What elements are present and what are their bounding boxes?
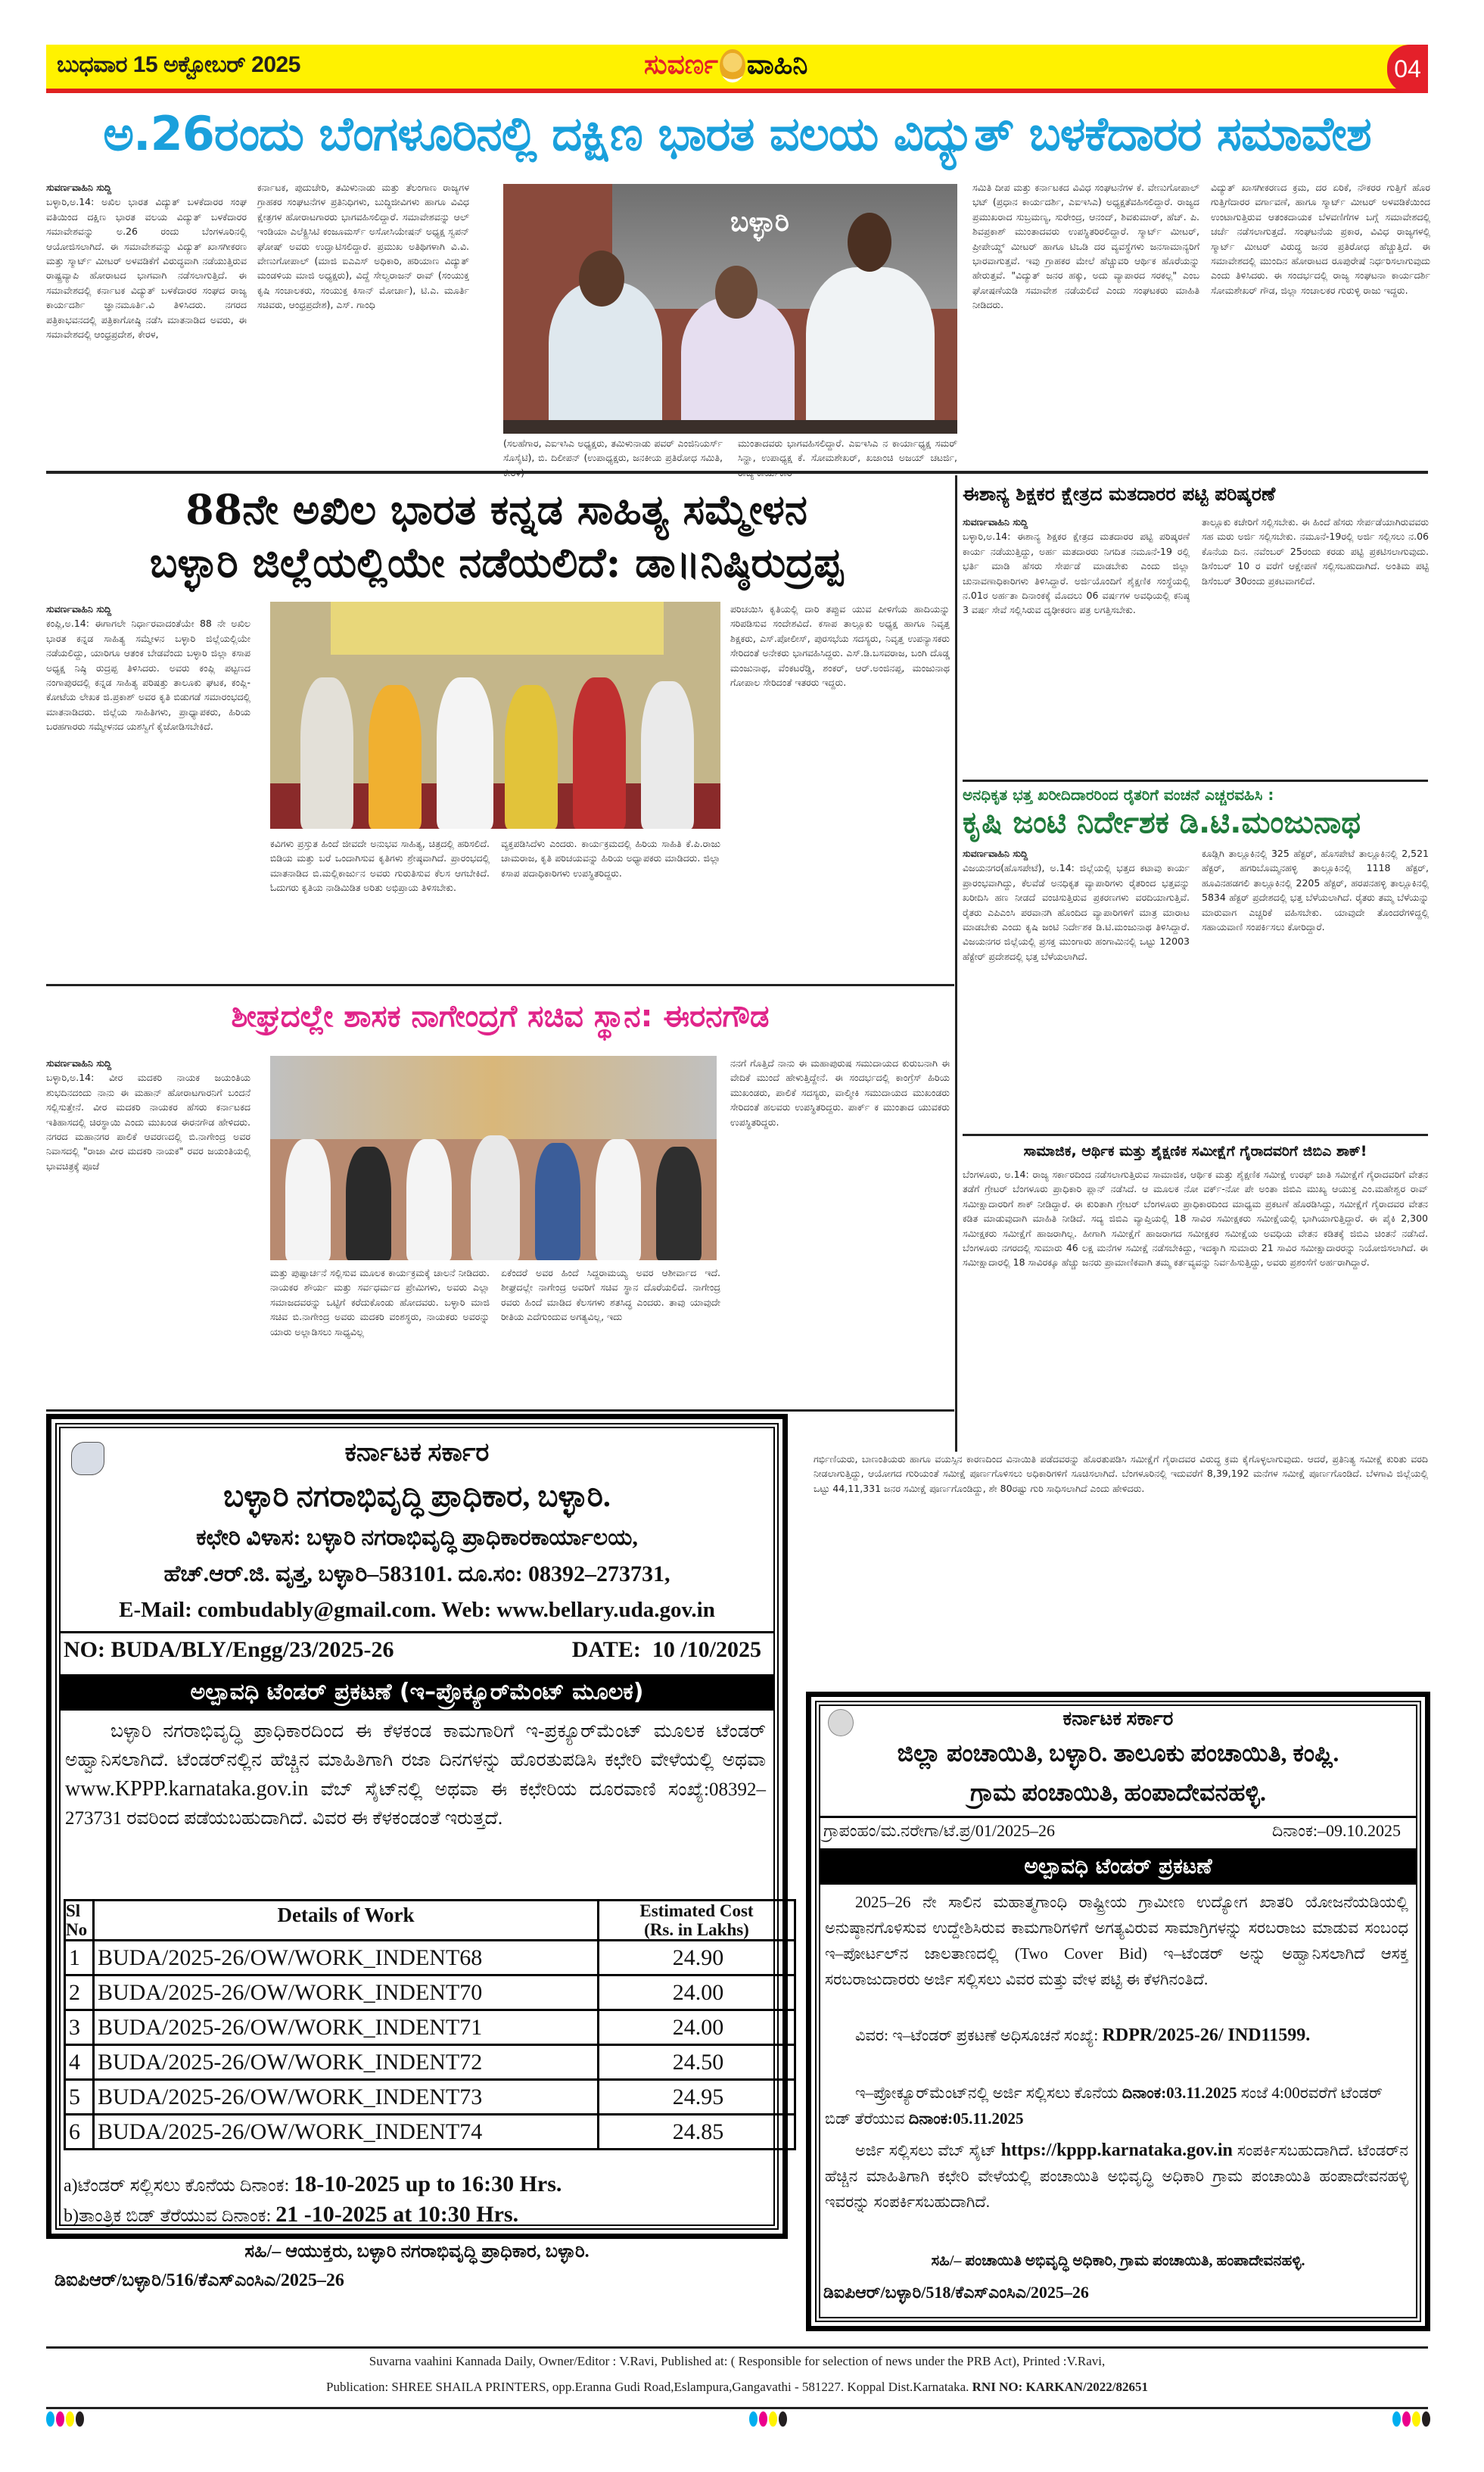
table-row [65,2080,795,2115]
byline: ಸುವರ್ಣವಾಹಿನಿ ಸುದ್ದಿ [46,603,112,615]
uda-signature: ಸಹಿ/– ಆಯುಕ್ತರು, ಬಳ್ಳಾರಿ ನಗರಾಭಿವೃದ್ಧಿ ಪ್ರಾಧಿಕಾರ, ಬಳ್ಳಾರಿ. [244,2242,590,2262]
footer-publication: Publication: SHREE SHAILA PRINTERS, opp.Eranna Gudi Road,Eslampura,Gangavathi - 581227. Koppal Dist.Karnataka. [326,2380,969,2394]
panchayat-para2 [825,2022,1408,2048]
table-row [65,1975,795,2010]
panchayat-gov-title: ಕರ್ನಾಟಕ ಸರ್ಕಾರ [1062,1708,1174,1729]
panchayat-para4 [825,2137,1408,2215]
divider [963,1134,1428,1136]
para3-mid: ಸಂಜೆ 4:00ರವರೆಗೆ ಟೆಂಡರ್ ಬಿಡ್ ತೆರೆಯುವ [825,2084,1383,2128]
teacher-text-1: ಬಳ್ಳಾರಿ,ಅ.14: ಈಶಾನ್ಯ ಶಿಕ್ಷಕರ ಕ್ಷೇತ್ರದ ಮತದಾರರ ಪಟ್ಟಿ ಪರಿಷ್ಕರಣೆ ಕಾರ್ಯ ನಡೆಯುತ್ತಿದ್ದು, ಅರ್ಹ ಮತದಾರರು ನಿಗದಿತ ನಮೂನೆ-19 ರಲ್ಲಿ ಭರ್ತಿ ಮಾಡಿ ಹೆಸರು ಸೇರ್ಪಡೆ ಮಾಡಬೇಕು ಎಂದು ಜಿಲ್ಲಾ ಚುನಾವಣಾಧಿಕಾರಿಗಳು ತಿಳಿಸಿದ್ದಾರೆ. ಅರ್ಜಿಯೊಂದಿಗೆ ಶೈಕ್ಷಣಿಕ ಸಂಸ್ಥೆಯಲ್ಲಿ ನ.01ರ ಅರ್ಹತಾ ದಿನಾಂಕಕ್ಕೆ ಮೊದಲು 06 ವರ್ಷಗಳ ಅವಧಿಯಲ್ಲಿ ಕನಿಷ್ಠ 3 ವರ್ಷ ಸೇವೆ ಸಲ್ಲಿಸಿರುವ ದೃಢೀಕರಣ ಪತ್ರ ಲಗತ್ತಿಸಬೇಕು. [963,531,1190,616]
teacher-headline: ಈಶಾನ್ಯ ಶಿಕ್ಷಕರ ಕ್ಷೇತ್ರದ ಮತದಾರರ ಪಟ್ಟಿ ಪರಿಷ್ಕರಣೆ [963,483,1276,505]
sahitya-photo [270,602,720,829]
table-header-row [65,1901,795,1941]
panchayat-ref-date: ದಿನಾಂಕ:–09.10.2025 [1272,1821,1401,1840]
uda-body [65,1717,766,1833]
uda-authority: ಬಳ್ಳಾರಿ ನಗರಾಭಿವೃದ್ಧಿ ಪ್ರಾಧಿಕಾರ, ಬಳ್ಳಾರಿ. [223,1479,611,1513]
uda-title: ಅಲ್ಪಾವಧಿ ಟೆಂಡರ್ ಪ್ರಕಟಣೆ [190,1679,392,1705]
divider [46,984,954,986]
teacher-col1 [963,515,1190,780]
last-date: ದಿನಾಂಕ:03.11.2025 [1122,2084,1237,2102]
minister-text-1: ಬಳ್ಳಾರಿ,ಅ.14: ವೀರ ಮದಕರಿ ನಾಯಕ ಜಯಂತಿಯ ಶುಭದಿನದಂದು ನಾನು ಈ ಮಹಾನ್ ಹೋರಾಟಗಾರನಿಗೆ ಬಂದನೆ ಸಲ್ಲಿಸುತ್ತೇನೆ. ವೀರ ಮದಕರಿ ನಾಯಕರ ಹೆಸರು ಕರ್ನಾಟಕದ ಇತಿಹಾಸದಲ್ಲಿ ಚಿರಸ್ಥಾಯಿ ಎಂದು ಮುಖಂಡ ಈರನಗೌಡ ಹೇಳಿದರು. ನಗರದ ಮಹಾನಗರ ಪಾಲಿಕೆ ಆವರಣದಲ್ಲಿ ಬಿ.ನಾಗೇಂದ್ರ ಅವರ ನಿವಾಸದಲ್ಲಿ "ರಾಜಾ ವೀರ ಮದಕರಿ ನಾಯಕ" ರವರ ಜಯಂತಿಯಲ್ಲಿ ಭಾವಚಿತ್ರಕ್ಕೆ ಪೂಜೆ [46,1072,250,1172]
footer-rule [46,2346,1428,2349]
minister-col1 [46,1056,250,1404]
cell-cost: 24.50 [599,2045,795,2080]
header-cost: Estimated Cost (Rs. in Lakhs) [599,1901,795,1941]
footer-rni: RNI NO: KARKAN/2022/82651 [972,2380,1148,2394]
column-divider [955,475,957,1452]
banner [270,1056,717,1139]
page-number: 04 [1387,45,1428,93]
cell-work: BUDA/2025-26/OW/WORK_INDENT70 [94,1975,599,2010]
brand-part2: ವಾಹಿನಿ [746,49,808,80]
lead-article-col4: ಸಮಿತಿ ದೀಪ ಮತ್ತು ಕರ್ನಾಟಕದ ವಿವಿಧ ಸಂಘಟನೆಗಳ ಕೆ. ವೇಣುಗೋಪಾಲ್ ಭಟ್ (ಪ್ರಧಾನ ಕಾರ್ಯದರ್ಶಿ, ಎಐಇಸಿಎ) ಅಧ್ಯಕ್ಷತೆವಹಿಸಲಿದ್ದಾರೆ. ರಾಜ್ಯದ ಪ್ರಮುಖರಾದ ಸುಬ್ರಮಣ್ಯ, ಸುರೇಂದ್ರ, ಆನಂದ್, ಶಿವಕುಮಾರ್, ಹೆಚ್. ಪಿ. ಶಿವಪ್ರಕಾಶ್ ಮುಂತಾದವರು ಉಪಸ್ಥಿತರಿರಲಿದ್ದಾರೆ. ಸ್ಮಾರ್ಟ್ ಮೀಟರ್, ಪ್ರೀಪೇಯ್ಡ್ ಮೀಟರ್ ಹಾಗೂ ಟಿಒಡಿ ದರ ವ್ಯವಸ್ಥೆಗಳು ಜನಸಾಮಾನ್ಯರಿಗೆ ಭಾರವಾಗುತ್ತವೆ. ಇವು ಗ್ರಾಹಕರ ಮೇಲೆ ಹೆಚ್ಚುವರಿ ಆರ್ಥಿಕ ಹೊರೆಯನ್ನು ಹೇರುತ್ತವೆ. "ವಿದ್ಯುತ್ ಜನರ ಹಕ್ಕು, ಅದು ವ್ಯಾಪಾರದ ಸರಕಲ್ಲ" ಎಂಬ ಘೋಷಣೆಯಡಿ ಸಮಾವೇಶ ನಡೆಯಲಿದೆ ಎಂದು ಸಂಘಟಕರು ಮಾಹಿತಿ ನೀಡಿದರು. [972,182,1199,311]
uda-tender-notice [46,1414,788,2239]
agri-col2: ಕೂಡ್ಲಿಗಿ ತಾಲ್ಲೂಕಿನಲ್ಲಿ 325 ಹೆಕ್ಟರ್, ಹೊಸಪೇಟೆ ತಾಲ್ಲೂಕಿನಲ್ಲಿ 2,521 ಹೆಕ್ಟರ್, ಹಗರಿಬೊಮ್ಮನಹಳ್ಳಿ ತಾಲ್ಲೂಕಿನಲ್ಲಿ 1118 ಹೆಕ್ಟರ್, ಹೂವಿನಹಡಗಲಿ ತಾಲ್ಲೂಕಿನಲ್ಲಿ 2205 ಹೆಕ್ಟರ್, ಹರಪನಹಳ್ಳಿ ತಾಲ್ಲೂಕಿನಲ್ಲಿ 5834 ಹೆಕ್ಟರ್ ಪ್ರದೇಶದಲ್ಲಿ ಭತ್ತ ಬೆಳೆಯಲಾಗಿದೆ. ರೈತರು ತಮ್ಮ ಬೆಳೆಯನ್ನು ಮಾರುವಾಗ ಎಚ್ಚರಿಕೆ ವಹಿಸಬೇಕು. ಯಾವುದೇ ತೊಂದರೆಗಳಿದ್ದಲ್ಲಿ ಸಹಾಯವಾಣಿ ಸಂಪರ್ಕಿಸಲು ಕೋರಿದ್ದಾರೆ. [1202,848,1429,933]
deadline-b-value: 21 -10-2025 at 10:30 Hrs. [275,2202,519,2227]
panchayat-line2: ಗ್ರಾಮ ಪಂಚಾಯಿತಿ, ಹಂಪಾದೇವನಹಳ್ಳಿ. [970,1779,1266,1806]
panchayat-title: ಅಲ್ಪಾವಧಿ ಟೆಂಡರ್ ಪ್ರಕಟಣೆ [1024,1854,1212,1879]
person-3 [806,267,935,434]
cell-sl: 1 [65,1941,94,1975]
registration-marks-left [46,2411,86,2430]
cell-work: BUDA/2025-26/OW/WORK_INDENT71 [94,2010,599,2045]
panchayat-title-band [820,1848,1416,1885]
header-details: Details of Work [94,1901,599,1941]
person-3-head [848,213,891,272]
agri-text-1: ವಿಜಯನಗರ(ಹೊಸಪೇಟೆ), ಅ.14: ಜಿಲ್ಲೆಯಲ್ಲಿ ಭತ್ತದ ಕಟಾವು ಕಾರ್ಯ ಪ್ರಾರಂಭವಾಗಿದ್ದು, ಕೆಲವೆಡೆ ಅನಧಿಕೃತ ವ್ಯಾಪಾರಿಗಳು ರೈತರಿಂದ ಭತ್ತವನ್ನು ಖರೀದಿಸಿ ಹಣ ನೀಡದೆ ವಂಚಿಸುತ್ತಿರುವ ಪ್ರಕರಣಗಳು ವರದಿಯಾಗುತ್ತಿವೆ. ರೈತರು ಎಪಿಎಂಸಿ ಪರವಾನಗಿ ಹೊಂದಿದ ವ್ಯಾಪಾರಿಗಳಿಗೆ ಮಾತ್ರ ಮಾರಾಟ ಮಾಡಬೇಕು ಎಂದು ಕೃಷಿ ಜಂಟಿ ನಿರ್ದೇಶಕ ಡಿ.ಟಿ.ಮಂಜುನಾಥ ತಿಳಿಸಿದ್ದಾರೆ. ವಿಜಯನಗರ ಜಿಲ್ಲೆಯಲ್ಲಿ ಪ್ರಸಕ್ತ ಮುಂಗಾರು ಹಂಗಾಮಿನಲ್ಲಿ ಒಟ್ಟು 12003 ಹೆಕ್ಟೇರ್ ಪ್ರದೇಶದಲ್ಲಿ ಭತ್ತ ಬೆಳೆಯಲಾಗಿದೆ. [963,862,1190,962]
lead-headline: ಅ.26ರಂದು ಬೆಂಗಳೂರಿನಲ್ಲಿ ದಕ್ಷಿಣ ಭಾರತ ವಲಯ ವಿದ್ಯುತ್ ಬಳಕೆದಾರರ ಸಮಾವೇಶ [103,106,1371,161]
photo-sign-text: ಬಳ್ಳಾರಿ [730,207,789,238]
byline: ಸುವರ್ಣವಾಹಿನಿ ಸುದ್ದಿ [46,1057,112,1069]
para4-label: ಅರ್ಜಿ ಸಲ್ಲಿಸಲು ವೆಬ್ ಸೈಟ್ [855,2141,997,2159]
cell-sl: 5 [65,2080,94,2115]
photo-caption-left: (ಸಲಹೆಗಾರ, ಎಐಇಸಿಎ ಅಧ್ಯಕ್ಷರು, ತಮಿಳುನಾಡು ಪವರ್ ಎಂಜಿನಿಯರ್ಸ್ ಸೊಸೈಟಿ), ಬಿ. ದಿಲೀಪನ್ (ಉಪಾಧ್ಯಕ್ಷರು, ಜನಕೀಯ ಪ್ರತಿರೋಧ ಸಮಿತಿ, [503,437,723,464]
newspaper-logo [644,49,807,83]
sahitya-col4: ಪರಿಚಯಿಸಿ ಕೃತಿಯಲ್ಲಿ ದಾರಿ ತಪ್ಪುವ ಯುವ ಪೀಳಿಗೆಯ ಹಾದಿಯನ್ನು ಸರಿಪಡಿಸುವ ಸಂದೇಶವಿದೆ. ಕಸಾಪ ತಾಲ್ಲೂಕು ಅಧ್ಯಕ್ಷ ಹಾಗೂ ನಿವೃತ್ತ ಶಿಕ್ಷಕರು, ಎಸ್.ಪೋಲೀಸ್, ಪುರಸಭೆಯ ಸದಸ್ಯರು, ನಿವೃತ್ತ ಉಪನ್ಯಾಸಕರು ಸೇರಿದಂತೆ ಅನೇಕರು ಭಾಗವಹಿಸಿದ್ದರು. ಎಸ್.ಡಿ.ಬಸವರಾಜ, ಬಂಗಿ ದೊಡ್ಡ ಮಂಜುನಾಥ, ವೆಂಕಟರೆಡ್ಡಿ, ಶಂಕರ್, ಆರ್.ಅಂಜಿನಪ್ಪ, ಮಂಜುನಾಥ ಗೋಪಾಲ ಸೇರಿದಂತೆ ಇತರರು ಇದ್ದರು. [730,603,950,689]
registration-marks-center [749,2411,789,2430]
person-1-head [579,251,624,307]
sahitya-headline-line2: ಬಳ್ಳಾರಿ ಜಿಲ್ಲೆಯಲ್ಲಿಯೇ ನಡೆಯಲಿದೆ: ಡಾ॥ನಿಷ್ಠಿರುದ್ರಪ್ಪ [149,538,844,587]
deadline-a-label: a)ಟೆಂಡರ್ ಸಲ್ಲಿಸಲು ಕೊನೆಯ ದಿನಾಂಕ: [64,2176,290,2196]
minister-col4: ನನಗೆ ಗೊತ್ತಿದೆ ನಾನು ಈ ಮಹಾಪುರುಷ ಸಮುದಾಯದ ಕುರುಬನಾಗಿ ಈ ವೇದಿಕೆ ಮುಂದೆ ಹೇಳುತ್ತಿದ್ದೇನೆ. ಈ ಸಂದರ್ಭದಲ್ಲಿ ಕಾಂಗ್ರೆಸ್ ಹಿರಿಯ ಮುಖಂಡರು, ಪಾಲಿಕೆ ಸದಸ್ಯರು, ವಾಲ್ಮೀಕಿ ಸಮುದಾಯದ ಮುಖಂಡರು ಸೇರಿದಂತೆ ಹಲವರು ಉಪಸ್ಥಿತರಿದ್ದರು. ಪಾರ್ಕ್ ಕ ಮುಂತಾದ ಯುವಕರು ಉಪಸ್ಥಿತರಿದ್ದರು. [730,1057,950,1128]
deadline-b-label: b)ತಾಂತ್ರಿಕ ಬಿಡ್ ತೆರೆಯುವ ದಿನಾಂಕ: [64,2206,272,2226]
sahitya-headline-line1: 88ನೇ ಅಖಿಲ ಭಾರತ ಕನ್ನಡ ಸಾಹಿತ್ಯ ಸಮ್ಮೇಳನ [185,485,807,534]
agri-headline: ಕೃಷಿ ಜಂಟಿ ನಿರ್ದೇಶಕ ಡಿ.ಟಿ.ಮಂಜುನಾಥ [963,805,1361,840]
uda-deadline-a [64,2172,562,2197]
lead-photo [503,184,957,434]
header-sl: Sl No [65,1901,94,1941]
minister-headline: ಶೀಘ್ರದಲ್ಲೇ ಶಾಸಕ ನಾಗೇಂದ್ರಗೆ ಸಚಿವ ಸ್ಥಾನ: ಈರನಗೌಡ [231,999,770,1034]
uda-gov-title: ಕರ್ನಾಟಕ ಸರ್ಕಾರ [344,1439,490,1467]
notification-number: RDPR/2025-26/ IND11599. [1102,2025,1311,2045]
lead-article-col5: ವಿದ್ಯುತ್ ಖಾಸಗೀಕರಣದ ಕ್ರಮ, ದರ ಏರಿಕೆ, ನೌಕರರ ಗುತ್ತಿಗೆ ಹೊರ ಗುತ್ತಿಗೆದಾರರ ವರ್ಗಾವಣೆ, ಹಾಗೂ ಸ್ಮಾರ್ಟ್ ಮೀಟರ್ ಅಳವಡಿಕೆಯಿಂದ ಉಂಟಾಗುತ್ತಿರುವ ಆತಂಕದಾಯಕ ಬೆಳವಣಿಗೆಗಳ ಬಗ್ಗೆ ಸಮಾವೇಶದಲ್ಲಿ ಚರ್ಚೆ ನಡೆಸಲಾಗುತ್ತದೆ. ಸಂಘಟನೆಯ ಪ್ರಕಾರ, ವಿವಿಧ ರಾಜ್ಯಗಳಲ್ಲಿ ಸ್ಮಾರ್ಟ್ ಮೀಟರ್ ವಿರುದ್ಧ ಜನರ ಪ್ರತಿರೋಧ ಹೆಚ್ಚುತ್ತಿದೆ. ಈ ಸಮಾವೇಶದಲ್ಲಿ ಮುಂದಿನ ಹೋರಾಟದ ರೂಪುರೇಷೆ ನಿರ್ಧರಿಸಲಾಗುವುದು ಎಂದು ತಿಳಿಸಿದರು. ಈ ಸಂದರ್ಭದಲ್ಲಿ ರಾಜ್ಯ ಸಂಘಟನಾ ಕಾರ್ಯದರ್ಶಿ ಸೋಮಶೇಖರ್ ಗೌಡ, ಜಿಲ್ಲಾ ಸಂಚಾಲಕರ ಗುರುಳ್ಳಿ ರಾಜು ಇದ್ದರು. [1211,182,1430,296]
banner [331,602,664,655]
byline: ಸುವರ್ಣವಾಹಿನಿ ಸುದ್ದಿ [963,516,1028,528]
uda-title-band [61,1674,773,1711]
uda-address-1: ಕಛೇರಿ ವಿಳಾಸ: ಬಳ್ಳಾರಿ ನಗರಾಭಿವೃದ್ಧಿ ಪ್ರಾಧಿಕಾರಕಾರ್ಯಾಲಯ, [196,1525,638,1550]
issue-date: ಬುಧವಾರ 15 ಅಕ್ಟೋಬರ್ 2025 [57,52,300,77]
cell-sl: 3 [65,2010,94,2045]
cell-work: BUDA/2025-26/OW/WORK_INDENT74 [94,2115,599,2150]
byline: ಸುವರ್ಣವಾಹಿನಿ ಸುದ್ದಿ [46,182,112,193]
panchayat-tender-notice [806,1692,1430,2331]
brand-part1: ಸುವರ್ಣ [644,49,718,80]
sahitya-col2: ಕವಿಗಳು ಪ್ರಸ್ತುತ ಹಿಂದೆ ಜೀವದೇ ಅನುಭವ ಸಾಹಿತ್ಯ, ಚಿತ್ರದಲ್ಲಿ ಹರಿಸಲಿದೆ. ಬಿಡಿಯ ಮತ್ತು ಬರೆ ಒಂದಾಗಿಸುವ ಕೃತಿಗಳು ಶ್ರೇಷ್ಠವಾಗಿದೆ. ಪ್ರಾರಂಭದಲ್ಲಿ ಮಾತನಾಡಿದ ಬಿ.ಮಲ್ಲಿಕಾರ್ಜುನ ಅವರು ಗುರುತಿಸುವ ಕೆಲಸ ಆಗಬೇಕಿದೆ. ಓದುಗರು ಕೃತಿಯ ನಾಡಿಮಿಡಿತ ಅರಿತು ಅಭಿಪ್ರಾಯ ತಿಳಿಸಬೇಕು. [270,838,490,894]
uda-deadline-b [64,2202,518,2228]
sahitya-text-1: ಕಂಪ್ಲಿ,ಅ.14: ಈಗಾಗಲೇ ನಿರ್ಧಾರವಾದಂತೆಯೇ 88 ನೇ ಅಖಿಲ ಭಾರತ ಕನ್ನಡ ಸಾಹಿತ್ಯ ಸಮ್ಮೇಳನ ಬಳ್ಳಾರಿ ಜಿಲ್ಲೆಯಲ್ಲಿಯೇ ನಡೆಯಲಿದ್ದು, ಯಾರಿಗೂ ಆತಂಕ ಬೇಡವೆಂದು ಬಳ್ಳಾರಿ ಜಿಲ್ಲಾ ಕಸಾಪ ಅಧ್ಯಕ್ಷ ನಿಷ್ಠಿ ರುದ್ರಪ್ಪ ತಿಳಿಸಿದರು. ಅವರು ಕಂಪ್ಲಿ ಪಟ್ಟಣದ ನಂಗಾಪುರದಲ್ಲಿ ಕನ್ನಡ ಸಾಹಿತ್ಯ ಪರಿಷತ್ತು ತಾಲೂಕು ಘಟಕ, ಕಂಪ್ಲಿ-ಕೋಟೆಯ ಲೇಖಕ ಜಿ.ಪ್ರಕಾಶ್ ಅವರ ಕೃತಿ ಬಿಡುಗಡೆ ಸಮಾರಂಭದಲ್ಲಿ ಮಾತನಾಡಿದರು. ಜಿಲ್ಲೆಯ ಸಾಹಿತಿಗಳು, ಪ್ರಾಧ್ಯಾಪಕರು, ಹಿರಿಯ ಬರಹಗಾರರು ಸಮ್ಮೇಳನದ ಯಶಸ್ವಿಗೆ ಕೈಜೋಡಿಸಬೇಕಿದೆ. [46,618,250,733]
table-row [65,1941,795,1975]
minister-col2: ಮತ್ತು ಪುಷ್ಪಾರ್ಚನೆ ಸಲ್ಲಿಸುವ ಮೂಲಕ ಕಾರ್ಯಕ್ರಮಕ್ಕೆ ಚಾಲನೆ ನೀಡಿದರು. ನಾಯಕರ ಶೌರ್ಯ ಮತ್ತು ಸರ್ವಧರ್ಮದ ಪ್ರೇಮಿಗಳು, ಅವರು ಎಲ್ಲಾ ಸಮಾಜದವರನ್ನು ಒಟ್ಟಿಗೆ ಕರೆದುಕೊಂಡು ಹೋದವರು. ಬಳ್ಳಾರಿ ಮಾಜಿ ಸಚಿವ ಬಿ.ನಾಗೇಂದ್ರ ಅವರು ಮದಕರಿ ವಂಶಸ್ಥರು, ನಾಯಕರು ಅವರನ್ನು ಯಾರು ಅಲ್ಲಾಡಿಸಲು ಸಾಧ್ಯವಿಲ್ಲ [270,1267,490,1337]
para4-rest: ಸಂಪರ್ಕಿಸಬಹುದಾಗಿದೆ. ಟೆಂಡರ್‌ನ ಹೆಚ್ಚಿನ ಮಾಹಿತಿಗಾಗಿ ಕಛೇರಿ ವೇಳೆಯಲ್ಲಿ ಪಂಚಾಯಿತಿ ಅಭಿವೃದ್ಧಿ ಅಧಿಕಾರಿ ಗ್ರಾಮ ಪಂಚಾಯಿತಿ ಹಂಪಾದೇವನಹಳ್ಳಿ ಇವರನ್ನು ಸಂಪರ್ಕಿಸಬಹುದಾಗಿದೆ. [825,2141,1408,2211]
cell-work: BUDA/2025-26/OW/WORK_INDENT68 [94,1941,599,1975]
uda-body-text: ಬಳ್ಳಾರಿ ನಗರಾಭಿವೃದ್ಧಿ ಪ್ರಾಧಿಕಾರದಿಂದ ಈ ಕೆಳಕಂಡ ಕಾಮಗಾರಿಗೆ ಇ-ಪ್ರಕ್ಯೂರ್‌ಮೆಂಟ್ ಮೂಲಕ ಟೆಂಡರ್ ಅಹ್ವಾನಿಸಲಾಗಿದೆ. ಟೆಂಡರ್‌ನಲ್ಲಿನ ಹೆಚ್ಚಿನ ಮಾಹಿತಿಗಾಗಿ ರಜಾ ದಿನಗಳನ್ನು ಹೊರತುಪಡಿಸಿ ಕಛೇರಿ ವೇಳೆಯಲ್ಲಿ ಅಥವಾ [65,1721,766,1770]
cell-cost: 24.85 [599,2115,795,2150]
sahitya-headline [46,483,947,589]
emblem-icon [720,49,745,83]
uda-contact: E-Mail: combudably@gmail.com. Web: www.bellary.uda.gov.in [119,1598,715,1622]
sahitya-col3: ವ್ಯಕ್ತಪಡಿಸಿದೆಳು ಎಂದರು. ಕಾರ್ಯಕ್ರಮದಲ್ಲಿ ಹಿರಿಯ ಸಾಹಿತಿ ಕೆ.ಪಿ.ರಾಜು ಚಾಮರಾಜ, ಕೃತಿ ಪರಿಚಯವನ್ನು ಹಿರಿಯ ಅಧ್ಯಾಪಕರು ಮಾಡಿದರು. ಜಿಲ್ಲಾ ಕಸಾಪ ಪದಾಧಿಕಾರಿಗಳು ಉಪಸ್ಥಿತರಿದ್ದರು. [501,838,720,879]
tender-table [64,1899,796,2150]
bid-open-date: ದಿನಾಂಕ:05.11.2025 [908,2109,1024,2128]
photo-caption-right: ಮುಂತಾದವರು ಭಾಗವಹಿಸಲಿದ್ದಾರೆ. ಎಐಇಸಿಎ ನ ಕಾರ್ಯಾಧ್ಯಕ್ಷ ಸಮರ್ ಸಿನ್ಹಾ, ಉಪಾಧ್ಯಕ್ಷ ಕೆ. ಸೋಮಶೇಖರ್, ಖಜಾಂಚಿ ಅಜಯ್ ಚಟರ್ಜಿ, [738,437,957,464]
table-row [65,2045,795,2080]
panchayat-dipr-ref: ಡಿಐಪಿಆರ್/ಬಳ್ಳಾರಿ/518/ಕೆಎಸ್‌ಎಂಸಿಎ/2025–26 [823,2283,1089,2302]
agri-kicker: ಅನಧಿಕೃತ ಭತ್ತ ಖರೀದಿದಾರರಿಂದ ರೈತರಿಗೆ ವಂಚನೆ ಎಚ್ಚರವಹಿಸಿ : [963,786,1274,804]
byline: ಸುವರ್ಣವಾಹಿನಿ ಸುದ್ದಿ [963,848,1028,859]
panchayat-signature: ಸಹಿ/– ಪಂಚಾಯಿತಿ ಅಭಿವೃದ್ಧಿ ಅಧಿಕಾರಿ, ಗ್ರಾಮ ಪಂಚಾಯಿತಿ, ಹಂಪಾದೇವನಹಳ್ಳಿ. [931,2253,1305,2269]
panchayat-ref-no: ಗ್ರಾಪಂಹಂ/ಮ.ನರೇಗಾ/ಟೆ.ಪ್ರ/01/2025–26 [823,1821,1055,1840]
cell-sl: 4 [65,2045,94,2080]
para3-label: ಇ–ಪ್ರೋಕ್ಯೂರ್‌ಮೆಂಟ್‌ನಲ್ಲಿ ಅರ್ಜಿ ಸಲ್ಲಿಸಲು ಕೊನೆಯ [855,2084,1118,2102]
registration-marks-right [1392,2411,1432,2430]
cell-sl: 2 [65,1975,94,2010]
cell-cost: 24.00 [599,1975,795,2010]
footer-rule [46,2407,1428,2409]
minister-col3: ಏಕೆಂದರೆ ಅವರ ಹಿಂದೆ ಸಿದ್ದರಾಮಯ್ಯ ಅವರ ಆಶೀರ್ವಾದ ಇದೆ. ಶೀಘ್ರದಲ್ಲೇ ನಾಗೇಂದ್ರ ಅವರಿಗೆ ಸಚಿವ ಸ್ಥಾನ ದೊರೆಯಲಿದೆ. ನಾಗೇಂದ್ರ ರವರು ಹಿಂದೆ ಮಾಡಿದ ಕೆಲಸಗಳು ಶತಸಿದ್ಧ ಎಂದರು. ತಾವು ಯಾವುದೇ ರೀತಿಯ ಎದೆಗುಂದುವ ಅಗತ್ಯವಿಲ್ಲ, ಇದು [501,1267,720,1323]
cell-cost: 24.95 [599,2080,795,2115]
footer-line2 [46,2380,1428,2395]
uda-ref-date: DATE: 10 /10/2025 [571,1637,761,1662]
kppp-link[interactable]: https://kppp.karnataka.gov.in [1000,2140,1233,2160]
masthead [46,45,1428,93]
uda-body-rest: ವೆಬ್ ಸೈಟ್‌ನಲ್ಲಿ ಅಥವಾ ಈ ಕಛೇರಿಯ ದೂರವಾಣಿ ಸಂಖ್ಯೆ:08392–273731 ರವರಿಂದ ಪಡೆಯಬಹುದಾಗಿದೆ. ವಿವರ ಈ ಕೆಳಕಂಡಂತೆ ಇರುತ್ತದೆ. [65,1779,767,1829]
jba-body: ಬೆಂಗಳೂರು, ಅ.14: ರಾಜ್ಯ ಸರ್ಕಾರದಿಂದ ನಡೆಸಲಾಗುತ್ತಿರುವ ಸಾಮಾಜಿಕ, ಆರ್ಥಿಕ ಮತ್ತು ಶೈಕ್ಷಣಿಕ ಸಮೀಕ್ಷೆ ಉರಫ್ ಜಾತಿ ಸಮೀಕ್ಷೆಗೆ ಗೈರಾದವರಿಗೆ ವೇತನ ತಡೆಗೆ ಗ್ರೇಟರ್ ಬೆಂಗಳೂರು ಪ್ರಾಧಿಕಾರಿ ಪ್ಲಾನ್ ನಡೆಸಿದೆ. ಆ ಮೂಲಕ ನೋ ವರ್ಕ್-ನೋ ಪೇ ಅಂತಾ ಜಿಬಿಎ ಮುಖ್ಯ ಆಯುಕ್ತ ಎಂ.ಮಹೇಶ್ವರ ರಾವ್ ಸಮೀಕ್ಷಾದಾರರಿಗೆ ಶಾಕ್ ನೀಡಿದ್ದಾರೆ. ಈ ಕುರಿತಾಗಿ ಗ್ರೇಟರ್ ಬೆಂಗಳೂರು ಪ್ರಾಧಿಕಾರದಿಂದ ಮಾಧ್ಯಮ ಪ್ರಕಟಣೆ ಹೊರಡಿಸಿದ್ದು, ಸಮೀಕ್ಷೆಗೆ ಗೈರಾದವರ ವೇತನ ಕಡಿತ ಮಾಡುವುದಾಗಿ ಮಾಹಿತಿ ನೀಡಿದೆ. ಸದ್ಯ ಜಿಬಿಎ ವ್ಯಾಪ್ತಿಯಲ್ಲಿ 18 ಸಾವಿರ ಸಮೀಕ್ಷಕರು ಸಮೀಕ್ಷೆಯಲ್ಲಿ ಭಾಗಿಯಾಗುತ್ತಿದ್ದಾರೆ. ಈ ಪೈಕಿ 2,300 ಸಮೀಕ್ಷಕರು ಸಮೀಕ್ಷೆಗೆ ಹಾಜರಾಗಿಲ್ಲ. ಹೀಗಾಗಿ ಸಮೀಕ್ಷೆಗೆ ಹಾಜರಾಗದ ಸಮೀಕ್ಷಕರ ಸಮೀಕ್ಷೆಯ ಅವಧಿಯ ವೇತನ ಕಡಿತಕ್ಕೆ ಜಿಬಿಎ ಚಿಂತನೆ ನಡೆಸಿದೆ. ಬೆಂಗಳೂರು ನಗರದಲ್ಲಿ ಸುಮಾರು 46 ಲಕ್ಷ ಮನೆಗಳ ಸಮೀಕ್ಷೆ ನಡೆಸಬೇಕಿದ್ದು, ಇದಕ್ಕಾಗಿ ಸುಮಾರು 21 ಸಾವಿರ ಸಮೀಕ್ಷಾದಾರರನ್ನು ನಿಯೋಜಿಸಲಾಗಿದೆ. ಈ ಸಮೀಕ್ಷಾದಾರಲ್ಲಿ 18 ಸಾವಿರಕ್ಕೂ ಹೆಚ್ಚು ಜನರು ಪ್ರಾಮಾಣಿಕವಾಗಿ ತಮ್ಮ ಕರ್ತವ್ಯವನ್ನು ನಿರ್ವಹಿಸುತ್ತಿದ್ದು, ಅವರು ಪ್ರಶಂಸೆಗೆ ಅರ್ಹರಾಗಿದ್ದಾರೆ. [963,1169,1428,1269]
para2-label: ವಿವರ: ಇ–ಟೆಂಡರ್ ಪ್ರಕಟಣೆ ಅಧಿಸೂಚನೆ ಸಂಖ್ಯೆ: [855,2026,1099,2044]
minister-photo [270,1056,717,1260]
cell-work: BUDA/2025-26/OW/WORK_INDENT73 [94,2080,599,2115]
table-row [65,2115,795,2150]
uda-body-url[interactable]: www.KPPP.karnataka.gov.in [65,1777,309,1801]
cell-sl: 6 [65,2115,94,2150]
panchayat-para3 [825,2080,1408,2131]
divider [963,780,1428,782]
jba-headline: ಸಾಮಾಜಿಕ, ಆರ್ಥಿಕ ಮತ್ತು ಶೈಕ್ಷಣಿಕ ಸಮೀಕ್ಷೆಗೆ ಗೈರಾದವರಿಗೆ ಜಿಬಿಎ ಶಾಕ್! [1023,1143,1367,1160]
panchayat-line1: ಜಿಲ್ಲಾ ಪಂಚಾಯಿತಿ, ಬಳ್ಳಾರಿ. ತಾಲೂಕು ಪಂಚಾಯಿತಿ, ಕಂಪ್ಲಿ. [897,1739,1339,1767]
person-2-head [715,266,758,319]
footer-line1: Suvarna vaahini Kannada Daily, Owner/Editor : V.Ravi, Published at: ( Responsible for selection of news under the PRB Act), Printed :V.Ravi, [369,2354,1106,2368]
uda-ref-no: NO: BUDA/BLY/Engg/23/2025-26 [64,1637,394,1662]
jba-body-continued: ಗರ್ಭಿಣಿಯರು, ಬಾಣಂತಿಯರು ಹಾಗೂ ವಯಸ್ಸಿನ ಕಾರಣದಿಂದ ವಿನಾಯಿತಿ ಪಡೆದವರನ್ನು ಹೊರತುಪಡಿಸಿ ಸಮೀಕ್ಷೆಗೆ ಗೈರಾದವರ ವಿರುದ್ಧ ಕ್ರಮ ಕೈಗೊಳ್ಳಲಾಗುವುದು. ಆದರೆ, ಪ್ರತಿನಿತ್ಯ ಸಮೀಕ್ಷೆ ಕುರಿತು ವರದಿ ನೀಡಲಾಗುತ್ತಿದ್ದು, ಆಯೋಗದ ಗುರಿಯಂತೆ ಸಮೀಕ್ಷೆ ಪೂರ್ಣಗೊಳಿಸಲು ಅಧಿಕಾರಿಗಳಿಗೆ ಸೂಚಿಸಲಾಗಿದೆ. ಬೆಂಗಳೂರಿನಲ್ಲಿ ಇದುವರೆಗೆ 8,39,192 ಮನೆಗಳ ಸಮೀಕ್ಷೆ ಪೂರ್ಣಗೊಂಡಿದೆ. ಬೆಳಗಾವಿ ಜಿಲ್ಲೆಯಲ್ಲಿ ಒಟ್ಟು 44,11,331 ಜನರ ಸಮೀಕ್ಷೆ ಪೂರ್ಣಗೊಂಡಿದ್ದು, ಶೇ 80ರಷ್ಟು ಗುರಿ ಸಾಧಿಸಲಾಗಿದೆ ಎಂದು ಹೇಳಿದರು. [814,1453,1428,1494]
uda-dipr-ref: ಡಿಐಪಿಆರ್/ಬಳ್ಳಾರಿ/516/ಕೆಎಸ್‌ಎಂಸಿಎ/2025–26 [54,2271,344,2290]
cell-cost: 24.00 [599,2010,795,2045]
lead-text-1: ಬಳ್ಳಾರಿ,ಅ.14: ಅಖಿಲ ಭಾರತ ವಿದ್ಯುತ್ ಬಳಕೆದಾರರ ಸಂಘ ವತಿಯಿಂದ ದಕ್ಷಿಣ ಭಾರತ ವಲಯ ವಿದ್ಯುತ್ ಬಳಕೆದಾರರ ಸಮಾವೇಶವನ್ನು ಅ.26 ರಂದು ಬೆಂಗಳೂರಿನಲ್ಲಿ ಆಯೋಜಿಸಲಾಗಿದೆ. ಈ ಸಮಾವೇಶವನ್ನು ವಿದ್ಯುತ್ ಖಾಸಗೀಕರಣ ಮತ್ತು ಸ್ಮಾರ್ಟ್ ಮೀಟರ್ ಅಳವಡಿಕೆಗೆ ವಿರುದ್ಧವಾಗಿ ನಡೆಯುತ್ತಿರುವ ರಾಷ್ಟ್ರವ್ಯಾಪಿ ಹೋರಾಟದ ಭಾಗವಾಗಿ ನಡೆಸಲಾಗುತ್ತಿದೆ. ಈ ಸಮಾವೇಶದಲ್ಲಿ ಕರ್ನಾಟಕ ವಿದ್ಯುತ್ ಬಳಕೆದಾರರ ಸಂಘದ ರಾಜ್ಯ ಕಾರ್ಯದರ್ಶಿ ಜ್ಞಾನಮೂರ್ತಿ.ವಿ ತಿಳಿಸಿದರು. ನಗರದ ಪತ್ರಿಕಾಭವನದಲ್ಲಿ ಪತ್ರಿಕಾಗೋಷ್ಠಿ ನಡೆಸಿ ಮಾತನಾಡಿದ ಅವರು, ಈ ಸಮಾವೇಶದಲ್ಲಿ ಆಂಧ್ರಪ್ರದೇಶ, ಕೇರಳ, [46,196,247,341]
table-row [65,2010,795,2045]
sahitya-col1 [46,602,250,980]
cell-work: BUDA/2025-26/OW/WORK_INDENT72 [94,2045,599,2080]
lead-article-col1 [46,180,247,468]
agri-col1 [963,846,1190,1104]
cell-cost: 24.90 [599,1941,795,1975]
divider [46,471,1428,474]
uda-address-2: ಹೆಚ್.ಆರ್.ಜಿ. ವೃತ್ತ, ಬಳ್ಳಾರಿ–583101. ದೂ.ಸಂ: 08392–273731, [163,1561,670,1586]
divider [46,1409,954,1412]
deadline-a-value: 18-10-2025 up to 16:30 Hrs. [294,2172,562,2196]
panchayat-para1: 2025–26 ನೇ ಸಾಲಿನ ಮಹಾತ್ಮಗಾಂಧಿ ರಾಷ್ಟ್ರೀಯ ಗ್ರಾಮೀಣ ಉದ್ಯೋಗ ಖಾತರಿ ಯೋಜನೆಯಡಿಯಲ್ಲಿ ಅನುಷ್ಠಾನಗೊಳಿಸುವ ಉದ್ದೇಶಿಸಿರುವ ಕಾಮಗಾರಿಗಳಿಗೆ ಅಗತ್ಯವಿರುವ ಸಾಮಾಗ್ರಿಗಳನ್ನು ಸರಬರಾಜು ಮಾಡುವ ಸಂಬಂಧ ಇ–ಪೋರ್ಟಲ್‌ನ ಜಾಲತಾಣದಲ್ಲಿ (Two Cover Bid) ಇ–ಟೆಂಡರ್ ಅನ್ನು ಅಹ್ವಾನಿಸಲಾಗಿದೆ ಆಸಕ್ತ ಸರಬರಾಜುದಾರರು ಅರ್ಜಿ ಸಲ್ಲಿಸಲು ವಿವರ ಮತ್ತು ವೇಳ ಪಟ್ಟಿ ಈ ಕೆಳಗಿನಂತಿದೆ. [825,1893,1408,1988]
teacher-col2: ತಾಲ್ಲೂಕು ಕಚೇರಿಗೆ ಸಲ್ಲಿಸಬೇಕು. ಈ ಹಿಂದೆ ಹೆಸರು ಸೇರ್ಪಡೆಯಾಗಿರುವವರು ಸಹ ಮರು ಅರ್ಜಿ ಸಲ್ಲಿಸಬೇಕು. ನಮೂನೆ-19ರಲ್ಲಿ ಅರ್ಜಿ ಸಲ್ಲಿಸಲು ನ.06 ಕೊನೆಯ ದಿನ. ನವೆಂಬರ್ 25ರಂದು ಕರಡು ಪಟ್ಟಿ ಪ್ರಕಟಿಸಲಾಗುವುದು. ಡಿಸೆಂಬರ್ 10 ರ ವರೆಗೆ ಆಕ್ಷೇಪಣೆ ಸಲ್ಲಿಸಬಹುದಾಗಿದೆ. ಅಂತಿಮ ಪಟ್ಟಿ ಡಿಸೆಂಬರ್ 30ರಂದು ಪ್ರಕಟವಾಗಲಿದೆ. [1202,516,1429,587]
uda-title-suffix: (ಇ–ಪ್ರೊಕ್ಯೂರ್‌ಮೆಂಟ್ ಮೂಲಕ) [399,1679,644,1705]
lead-article-col2: ಕರ್ನಾಟಕ, ಪುದುಚೇರಿ, ತಮಿಳುನಾಡು ಮತ್ತು ತೆಲಂಗಾಣ ರಾಜ್ಯಗಳ ಗ್ರಾಹಕರ ಸಂಘಟನೆಗಳ ಪ್ರತಿನಿಧಿಗಳು, ಬುದ್ಧಿಜೀವಿಗಳು ಹಾಗೂ ವಿವಿಧ ಕ್ಷೇತ್ರಗಳ ಹೋರಾಟಗಾರರು ಭಾಗವಹಿಸಲಿದ್ದಾರೆ. ಸಮಾವೇಶವನ್ನು ಆಲ್ ಇಂಡಿಯಾ ಎಲೆಕ್ಟ್ರಿಸಿಟಿ ಕಂಜೂಮರ್ಸ್ ಅಸೋಸಿಯೇಷನ್ ಅಧ್ಯಕ್ಷ ಸ್ವಪನ್ ಘೋಷ್ ಅವರು ಉದ್ಘಾಟಿಸಲಿದ್ದಾರೆ. ಪ್ರಮುಖ ಅತಿಥಿಗಳಾಗಿ ವಿ.ವಿ. ವೇಣುಗೋಪಾಲ್ (ಮಾಜಿ ಐಎಎಸ್ ಅಧಿಕಾರಿ, ಹರಿಯಾಣ ವಿದ್ಯುತ್ ಮಂಡಳಿಯ ಮಾಜಿ ಅಧ್ಯಕ್ಷರು), ವಿದ್ದೆ ಸೇಲ್ವರಾಜನ್ ರಾವ್ (ಸಂಯುಕ್ತ ಕೃಷಿ ಸಂಚಾಲಕರು, ಸಂಯುಕ್ತ ಕಿಸಾನ್ ಮೋರ್ಚಾ), ಟಿ.ಎ. ಮೂರ್ತಿ ಸಚಿವರು, ಆಂಧ್ರಪ್ರದೇಶ), ಎಸ್. ಗಾಂಧಿ [257,182,469,311]
